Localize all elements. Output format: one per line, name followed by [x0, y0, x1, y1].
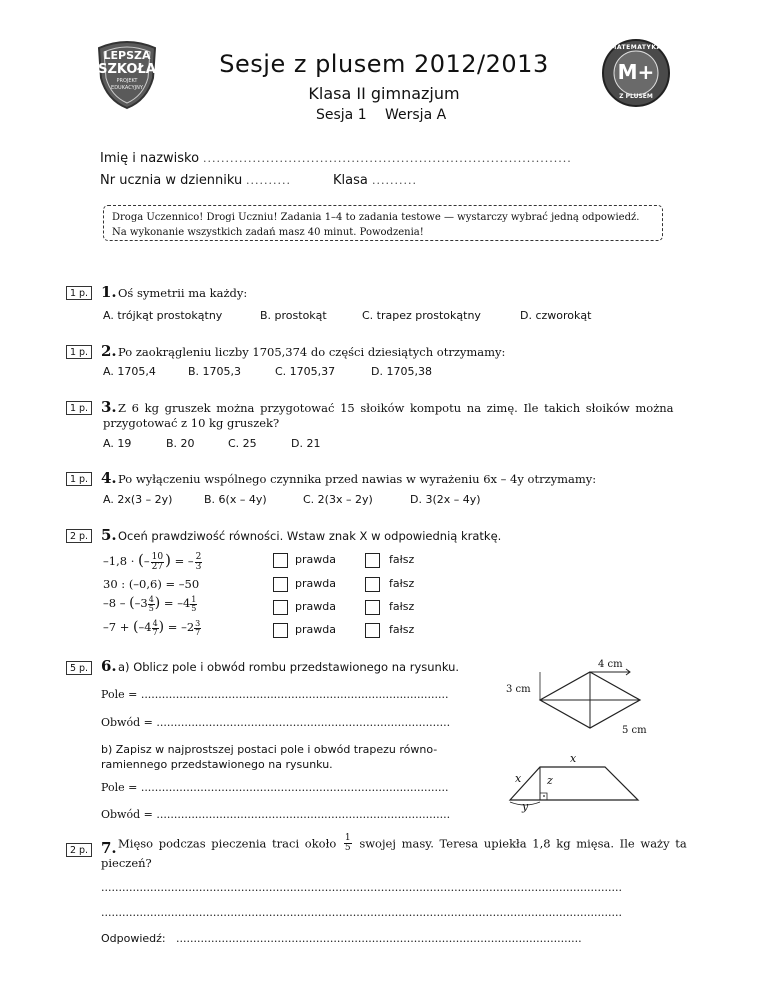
- equation-part: = –: [170, 554, 194, 568]
- area-answer-line[interactable]: Pole = ........................................................................................: [101, 688, 449, 701]
- area-answer-line[interactable]: Pole = ........................................................................................: [101, 781, 449, 794]
- answer-option-c[interactable]: C. 1705,37: [275, 365, 336, 378]
- logo-center-text: M+: [617, 60, 655, 84]
- final-answer-line[interactable]: ....................................................................................................................: [176, 932, 582, 945]
- equation-3: –8 – (–3 $\frac{4}{5}$ ) = –4 $\frac{1}{5}$: [103, 594, 197, 613]
- equation-part: –1,8 ·: [103, 554, 139, 568]
- true-label: prawda: [295, 577, 336, 590]
- logo-text-3: PROJEKT: [116, 78, 138, 84]
- logo-top-text: MATEMATYKA: [610, 44, 662, 51]
- points-badge: 1 p.: [66, 286, 92, 300]
- question-number: 3.: [101, 398, 117, 416]
- answer-option-b[interactable]: B. prostokąt: [260, 309, 327, 322]
- question-text: b) Zapisz w najprostszej postaci pole i obwód trapezu równo-: [101, 743, 438, 756]
- true-label: prawda: [295, 600, 336, 613]
- equation-part: = –4: [160, 596, 191, 610]
- false-checkbox-4[interactable]: [365, 623, 380, 638]
- fraction-numerator: 1: [344, 833, 351, 843]
- equation-part: –3: [134, 596, 148, 610]
- page-title: Sesje z plusem 2012/2013: [219, 50, 549, 78]
- true-label: prawda: [295, 623, 336, 636]
- trapezoid-label-base: y: [522, 800, 529, 813]
- name-field[interactable]: ..................................................................................: [203, 152, 572, 165]
- answer-option-d[interactable]: D. 1705,38: [371, 365, 432, 378]
- perimeter-answer-line[interactable]: Obwód = ....................................................................................: [101, 716, 451, 729]
- fraction-denominator: 5: [191, 603, 197, 613]
- session-label: Sesja 1: [316, 107, 367, 123]
- equation-1: –1,8 · (– $\frac{10}{27}$ ) = – $\frac{2}{3}$: [103, 551, 202, 572]
- number-field[interactable]: ..........: [246, 174, 291, 187]
- fraction-denominator: 27: [151, 561, 164, 572]
- name-field-label: Imię i nazwisko: [100, 151, 200, 166]
- false-checkbox-2[interactable]: [365, 577, 380, 592]
- fraction-denominator: 7: [152, 627, 158, 637]
- number-field-label: Nr ucznia w dzienniku: [100, 173, 243, 188]
- answer-option-a[interactable]: A. 2x(3 – 2y): [103, 493, 173, 506]
- equation-part: –4: [138, 620, 152, 634]
- rhombus-label-left: 3 cm: [506, 684, 531, 695]
- fraction-denominator: 3: [195, 561, 202, 572]
- version-label: Wersja A: [385, 107, 447, 123]
- answer-option-b[interactable]: B. 6(x – 4y): [204, 493, 267, 506]
- fraction-denominator: 5: [148, 603, 154, 613]
- question-text: [118, 834, 687, 853]
- answer-option-c[interactable]: C. 2(3x – 2y): [303, 493, 373, 506]
- fraction-numerator: 1: [191, 594, 197, 604]
- logo-text-2: SZKOŁA: [98, 62, 156, 77]
- equation-part: –8 –: [103, 596, 130, 610]
- question-text-part: Mięso podczas pieczenia traci około: [118, 836, 337, 851]
- question-text-part: swojej masy. Teresa upiekła 1,8 kg mięsa. Ile waży ta: [359, 836, 687, 851]
- question-number: 1.: [101, 283, 117, 301]
- true-checkbox-3[interactable]: [273, 600, 288, 615]
- fraction-denominator: 5: [344, 843, 351, 853]
- logo-text-4: EDUKACYJNY: [111, 85, 143, 91]
- question-text: pieczeń?: [101, 856, 152, 870]
- equation-4: –7 + (–4 $\frac{4}{7}$ ) = –2 $\frac{3}{7}$: [103, 618, 201, 637]
- true-checkbox-4[interactable]: [273, 623, 288, 638]
- question-text: przygotować z 10 kg gruszek?: [103, 416, 280, 430]
- true-label: prawda: [295, 553, 336, 566]
- fraction-numerator: 10: [151, 551, 164, 562]
- question-number: 5.: [101, 526, 117, 544]
- question-number: 4.: [101, 469, 117, 487]
- points-badge: 1 p.: [66, 401, 92, 415]
- answer-option-a[interactable]: A. 1705,4: [103, 365, 156, 378]
- question-text: Po wyłączeniu wspólnego czynnika przed nawias w wyrażeniu 6x – 4y otrzymamy:: [118, 472, 597, 486]
- class-field[interactable]: ..........: [372, 174, 417, 187]
- answer-option-d[interactable]: D. 21: [291, 437, 321, 450]
- points-badge: 2 p.: [66, 843, 92, 857]
- answer-line-2[interactable]: .....................................................................................................................................................: [101, 906, 622, 919]
- points-badge: 5 p.: [66, 661, 92, 675]
- question-number: 7.: [101, 839, 117, 857]
- points-badge: 2 p.: [66, 529, 92, 543]
- question-number: 6.: [101, 657, 117, 675]
- question-number: 2.: [101, 342, 117, 360]
- equation-2: 30 : (–0,6) = –50: [103, 577, 200, 591]
- rhombus-label-right: 5 cm: [622, 725, 647, 736]
- question-text: Oś symetrii ma każdy:: [118, 286, 248, 300]
- logo-bottom-text: Z PLUSEM: [619, 93, 653, 100]
- answer-option-d[interactable]: D. 3(2x – 4y): [410, 493, 481, 506]
- answer-option-b[interactable]: B. 1705,3: [188, 365, 242, 378]
- question-text: ramiennego przedstawionego na rysunku.: [101, 758, 333, 771]
- answer-label: Odpowiedź:: [101, 932, 166, 945]
- page-subtitle: Klasa II gimnazjum: [308, 84, 460, 103]
- fraction-denominator: 7: [195, 627, 201, 637]
- false-label: fałsz: [389, 600, 415, 613]
- false-label: fałsz: [389, 623, 415, 636]
- instructions-box: Droga Uczennico! Drogi Uczniu! Zadania 1–4 to zadania testowe — wystarczy wybrać jedną odpowiedź. Na wykonanie wszystkich zadań masz 40 minut. Powodzenia!: [103, 205, 663, 241]
- trapezoid-label-top: x: [570, 752, 577, 765]
- fraction-numerator: 4: [148, 594, 154, 604]
- true-checkbox-2[interactable]: [273, 577, 288, 592]
- false-checkbox-1[interactable]: [365, 553, 380, 568]
- answer-option-c[interactable]: C. 25: [228, 437, 257, 450]
- equation-part: = –2: [164, 620, 195, 634]
- rhombus-label-top: 4 cm: [598, 659, 623, 670]
- question-text: a) Oblicz pole i obwód rombu przedstawionego na rysunku.: [118, 660, 460, 674]
- equation-part: –7 +: [103, 620, 134, 634]
- answer-option-d[interactable]: D. czworokąt: [520, 309, 592, 322]
- fraction-numerator: 4: [152, 618, 158, 628]
- fraction-numerator: 2: [195, 551, 202, 562]
- false-checkbox-3[interactable]: [365, 600, 380, 615]
- true-checkbox-1[interactable]: [273, 553, 288, 568]
- question-text: Z 6 kg gruszek można przygotować 15 słoików kompotu na zimę. Ile takich słoików można: [118, 401, 674, 415]
- false-label: fałsz: [389, 577, 415, 590]
- false-label: fałsz: [389, 553, 415, 566]
- points-badge: 1 p.: [66, 345, 92, 359]
- points-badge: 1 p.: [66, 472, 92, 486]
- rhombus-figure: [506, 659, 670, 740]
- trapezoid-label-height: z: [547, 774, 553, 787]
- class-field-label: Klasa: [333, 173, 368, 188]
- answer-option-a[interactable]: A. trójkąt prostokątny: [103, 309, 223, 322]
- trapezoid-figure: [500, 752, 650, 814]
- question-text: Po zaokrągleniu liczby 1705,374 do części dziesiątych otrzymamy:: [118, 345, 506, 359]
- trapezoid-label-side: x: [515, 772, 522, 785]
- answer-option-a[interactable]: A. 19: [103, 437, 132, 450]
- equation-part: –: [143, 554, 150, 568]
- logo-text-1: LEPSZA: [103, 49, 151, 62]
- fraction-numerator: 3: [195, 618, 201, 628]
- answer-option-b[interactable]: B. 20: [166, 437, 195, 450]
- question-text: Oceń prawdziwość równości. Wstaw znak X w odpowiednią kratkę.: [118, 529, 502, 543]
- perimeter-answer-line[interactable]: Obwód = ....................................................................................: [101, 808, 451, 821]
- answer-line-1[interactable]: .....................................................................................................................................................: [101, 881, 622, 894]
- answer-option-c[interactable]: C. trapez prostokątny: [362, 309, 481, 322]
